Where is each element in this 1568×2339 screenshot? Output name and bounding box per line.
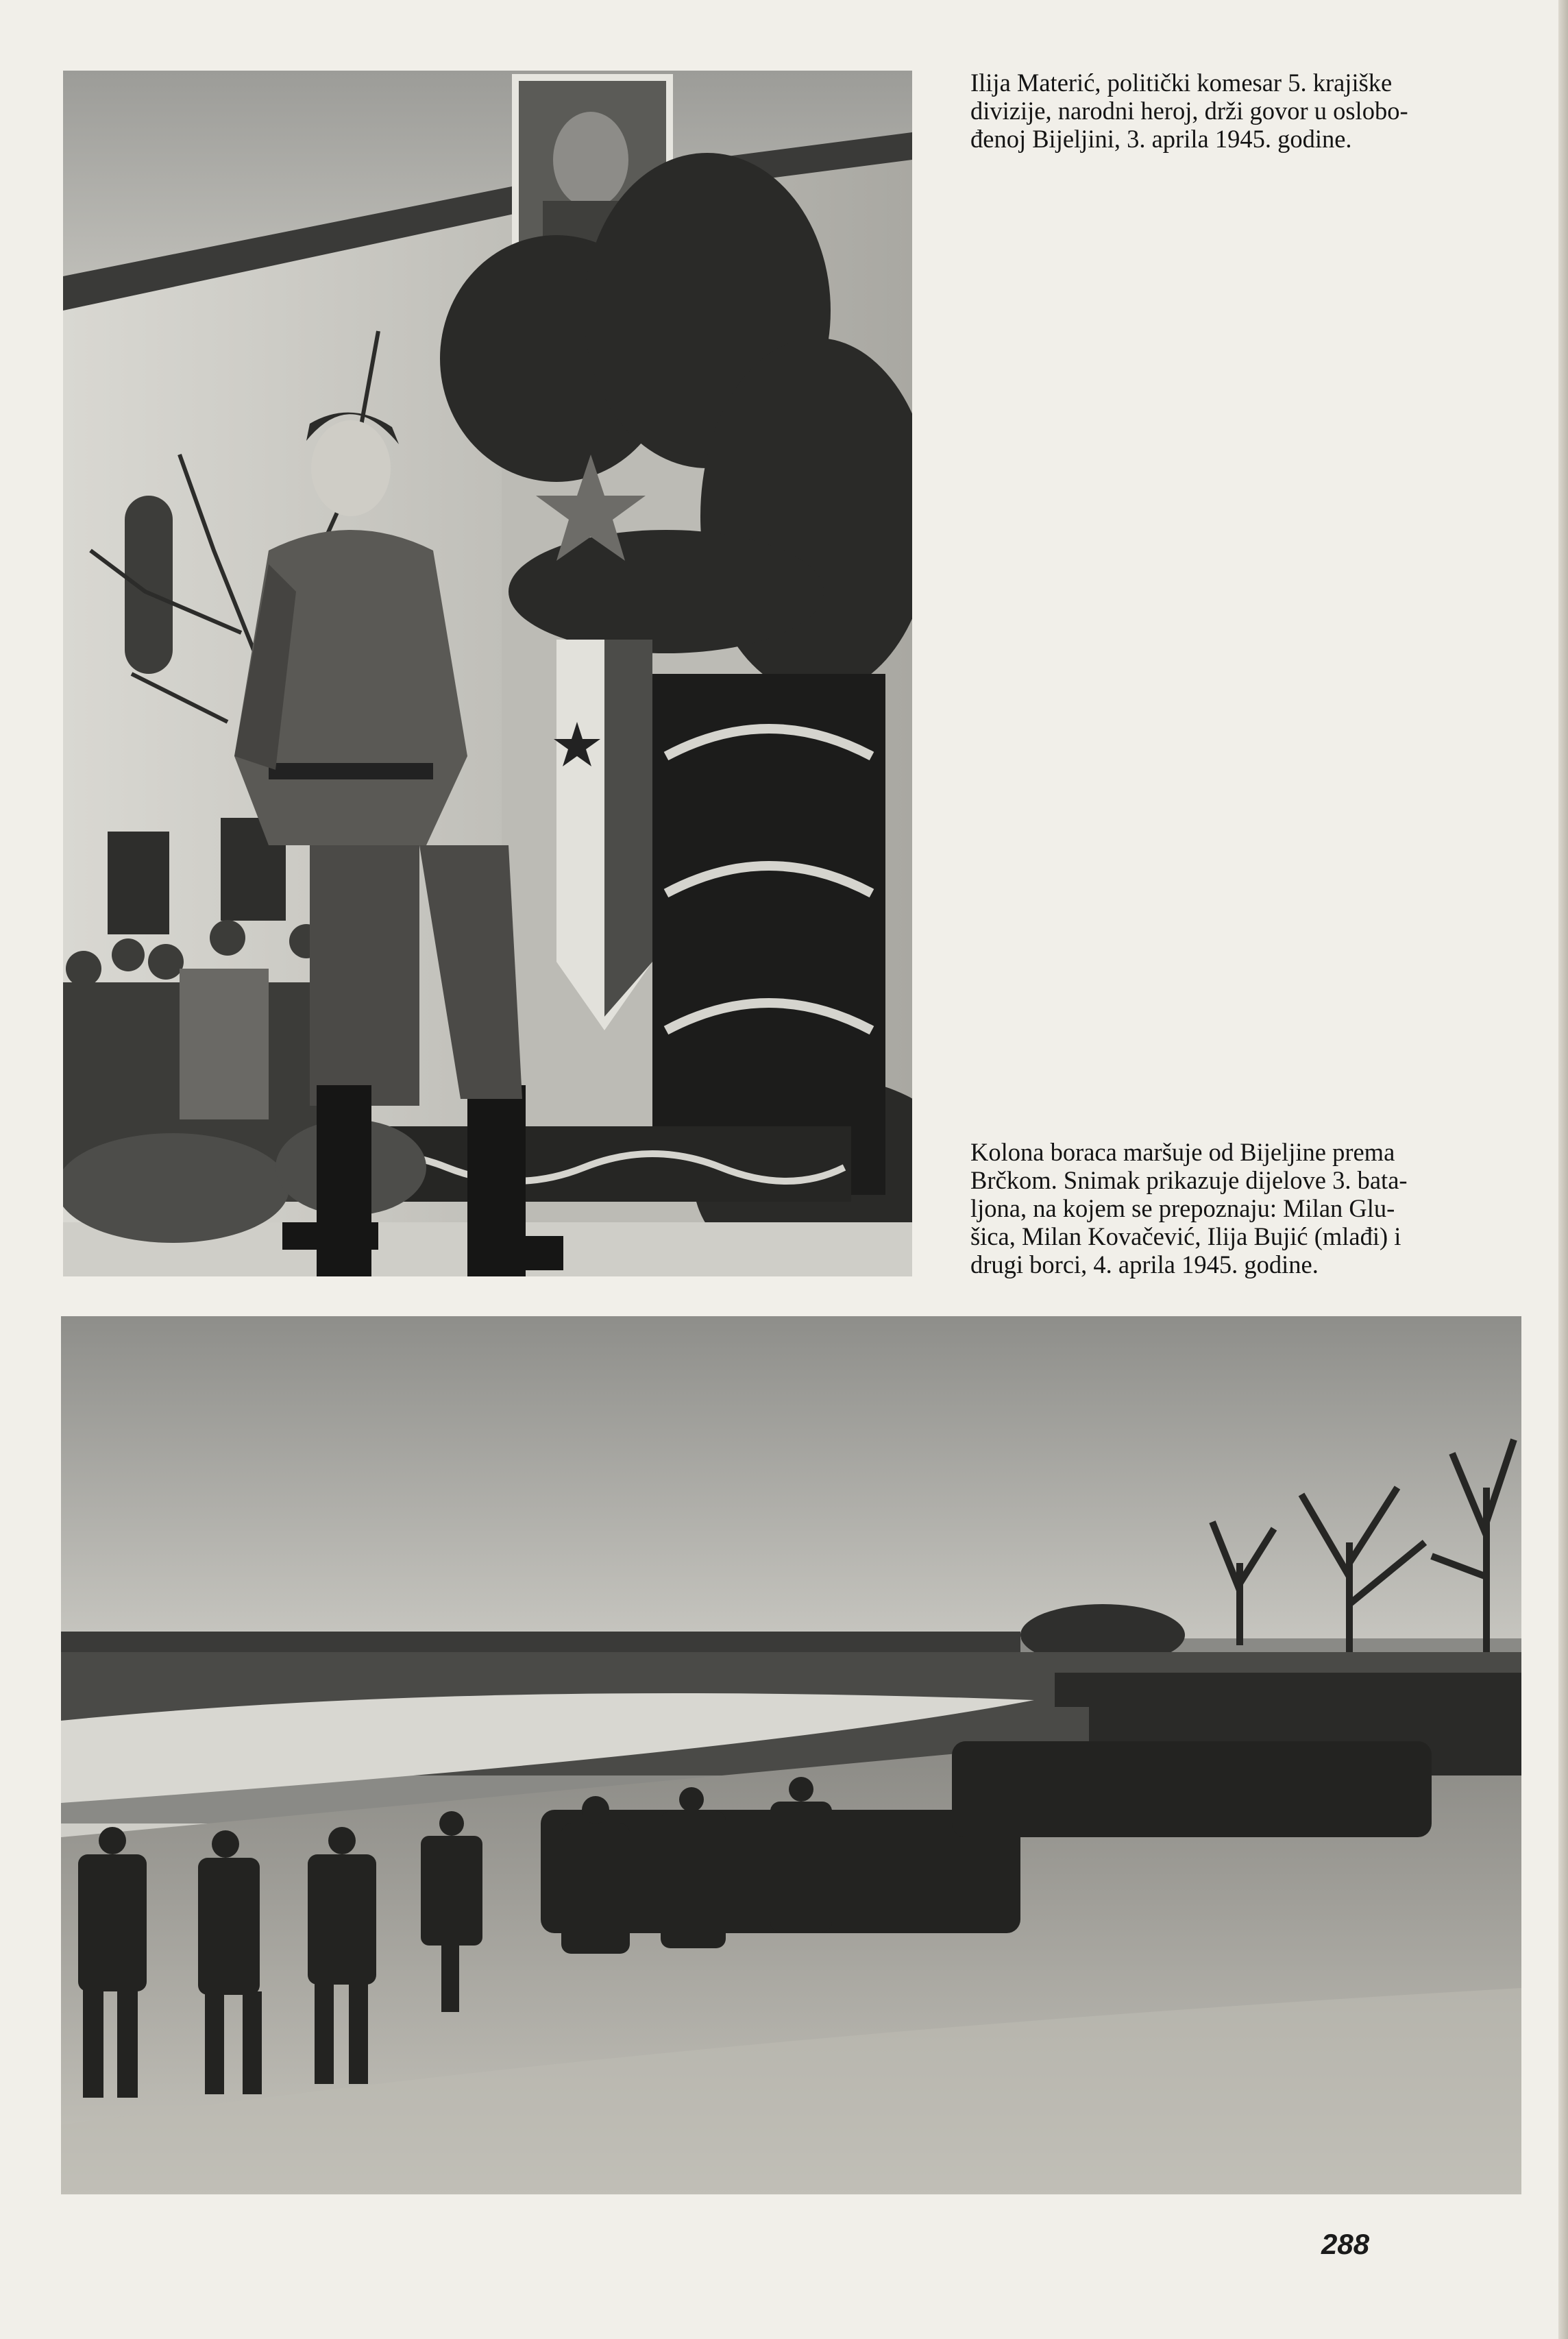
photo-caption-top: Ilija Materić, politički komesar 5. krajiške divizije, narodni heroj, drži govor u oslobo- đenoj Bijeljini, 3. aprila 1945. godine. [970,69,1408,153]
photo-caption-bottom: Kolona boraca maršuje od Bijeljine prema Brčkom. Snimak prikazuje dijelove 3. bata- ljona, na kojem se prepoznaju: Milan Glu- šica, Milan Kovačević, Ilija Bujić (mlađi) i drugi borci, 4. aprila 1945. godine. [970,1138,1408,1278]
photo-march-image [61,1316,1521,2194]
photo-speech-bijeljina [63,71,912,1276]
photo-column-march [61,1316,1521,2194]
photo-speech-image [63,71,912,1276]
page-edge [1558,0,1568,2339]
page-number: 288 [1321,2228,1370,2260]
